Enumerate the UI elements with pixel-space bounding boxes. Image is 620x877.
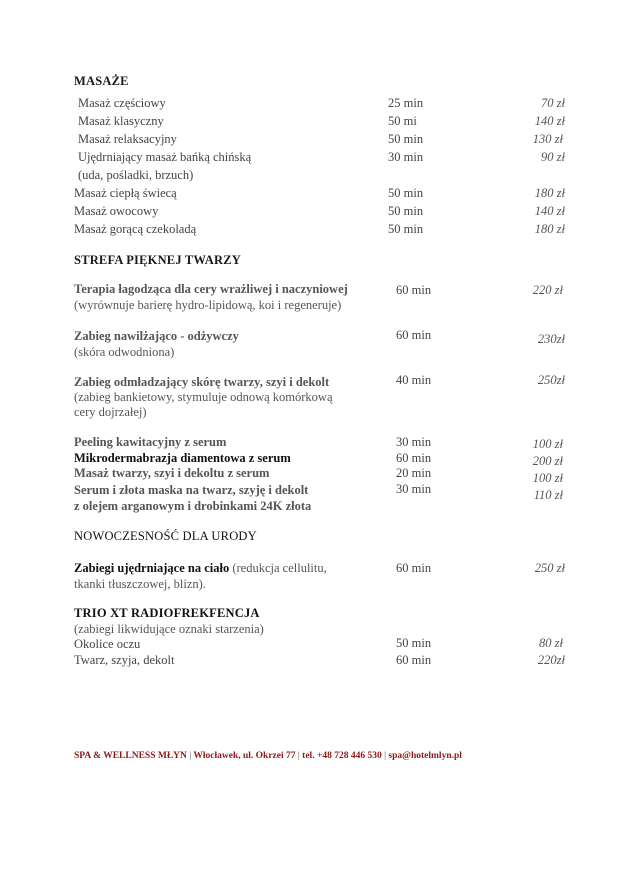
service-name: Masaż twarzy, szyi i dekoltu z serum bbox=[74, 466, 270, 480]
service-duration: 60 min bbox=[396, 328, 432, 342]
service-name: Mikrodermabrazja diamentowa z serum bbox=[74, 451, 291, 465]
service-name: Peeling kawitacyjny z serum bbox=[74, 435, 227, 449]
service-price: 230zł bbox=[537, 332, 565, 346]
service-note: (skóra odwodniona) bbox=[74, 345, 175, 359]
service-name: Terapia łagodząca dla cery wrażliwej i naczyniowej bbox=[74, 282, 348, 296]
service-duration: 50 min bbox=[388, 186, 424, 200]
service-price: 100 zł bbox=[532, 471, 563, 485]
service-duration: 60 min bbox=[396, 653, 432, 667]
service-name: Masaż owocowy bbox=[74, 204, 159, 218]
service-name: Masaż klasyczny bbox=[78, 114, 164, 128]
service-note: (wyrównuje barierę hydro-lipidową, koi i regeneruje) bbox=[74, 298, 342, 312]
service-name: Zabieg odmładzający skórę twarzy, szyi i dekolt bbox=[74, 375, 330, 389]
footer-brand: SPA & WELLNESS MŁYN bbox=[74, 751, 187, 761]
service-duration: 60 min bbox=[396, 451, 432, 465]
footer-email[interactable]: spa@hotelmlyn.pl bbox=[388, 751, 462, 761]
footer-address: Włocławek, ul. Okrzei 77 bbox=[193, 751, 296, 761]
service-price: 130 zł bbox=[532, 132, 563, 146]
service-name: Zabieg nawilżająco - odżywczy bbox=[74, 329, 239, 343]
service-price: 250 zł bbox=[534, 561, 565, 575]
service-name: Masaż gorącą czekoladą bbox=[74, 222, 197, 236]
service-price: 250zł bbox=[537, 373, 565, 387]
service-line bbox=[74, 561, 327, 576]
service-duration: 50 mi bbox=[388, 114, 417, 128]
service-name: Masaż częściowy bbox=[78, 96, 166, 110]
service-price: 220zł bbox=[537, 653, 565, 667]
service-price: 180 zł bbox=[534, 186, 565, 200]
service-price: 70 zł bbox=[541, 96, 565, 110]
service-name: Zabiegi ujędrniające na ciało bbox=[74, 561, 230, 575]
service-duration: 20 min bbox=[396, 466, 432, 480]
footer-phone[interactable]: tel. +48 728 446 530 bbox=[302, 751, 382, 761]
service-duration: 50 min bbox=[396, 636, 432, 650]
section-note: (zabiegi likwidujące oznaki starzenia) bbox=[74, 622, 264, 636]
service-duration: 30 min bbox=[396, 435, 432, 449]
section-heading-trio: TRIO XT RADIOFREKFENCJA bbox=[74, 606, 260, 620]
service-duration: 30 min bbox=[388, 150, 424, 164]
footer bbox=[74, 751, 462, 761]
service-price: 140 zł bbox=[534, 114, 565, 128]
service-name: Masaż ciepłą świecą bbox=[74, 186, 177, 200]
service-price: 180 zł bbox=[534, 222, 565, 236]
service-duration: 50 min bbox=[388, 204, 424, 218]
service-duration: 25 min bbox=[388, 96, 424, 110]
service-name: Serum i złota maska na twarz, szyję i dekolt bbox=[74, 483, 309, 497]
service-note: (zabieg bankietowy, stymuluje odnową komórkową bbox=[74, 390, 333, 404]
service-duration: 50 min bbox=[388, 132, 424, 146]
footer-separator: | bbox=[297, 751, 300, 761]
service-name: Okolice oczu bbox=[74, 637, 141, 651]
service-price: 140 zł bbox=[534, 204, 565, 218]
service-duration: 30 min bbox=[396, 482, 432, 496]
service-name-continued: z olejem arganowym i drobinkami 24K złota bbox=[74, 499, 312, 513]
footer-separator: | bbox=[189, 751, 192, 761]
service-price: 200 zł bbox=[532, 454, 563, 468]
service-note: tkanki tłuszczowej, blizn). bbox=[74, 577, 206, 591]
service-price: 100 zł bbox=[532, 437, 563, 451]
service-note: cery dojrzałej) bbox=[74, 405, 147, 419]
section-heading-masaze: MASAŻE bbox=[74, 74, 129, 88]
service-price: 110 zł bbox=[533, 488, 563, 502]
service-duration: 40 min bbox=[396, 373, 432, 387]
service-name: Masaż relaksacyjny bbox=[78, 132, 177, 146]
service-name: Twarz, szyja, dekolt bbox=[74, 653, 175, 667]
service-note: (uda, pośladki, brzuch) bbox=[78, 168, 194, 182]
service-name: Ujędrniający masaż bańką chińską bbox=[78, 150, 252, 164]
service-duration: 60 min bbox=[396, 283, 432, 297]
service-note-inline: (redukcja cellulitu, bbox=[229, 561, 327, 575]
service-price: 90 zł bbox=[541, 150, 565, 164]
footer-separator: | bbox=[384, 751, 387, 761]
section-heading-strefa: STREFA PIĘKNEJ TWARZY bbox=[74, 253, 241, 267]
service-price: 220 zł bbox=[532, 283, 563, 297]
service-duration: 50 min bbox=[388, 222, 424, 236]
service-price: 80 zł bbox=[539, 636, 563, 650]
section-heading-nowoczesnosc: NOWOCZESNOŚĆ DLA URODY bbox=[74, 529, 257, 543]
service-duration: 60 min bbox=[396, 561, 432, 575]
